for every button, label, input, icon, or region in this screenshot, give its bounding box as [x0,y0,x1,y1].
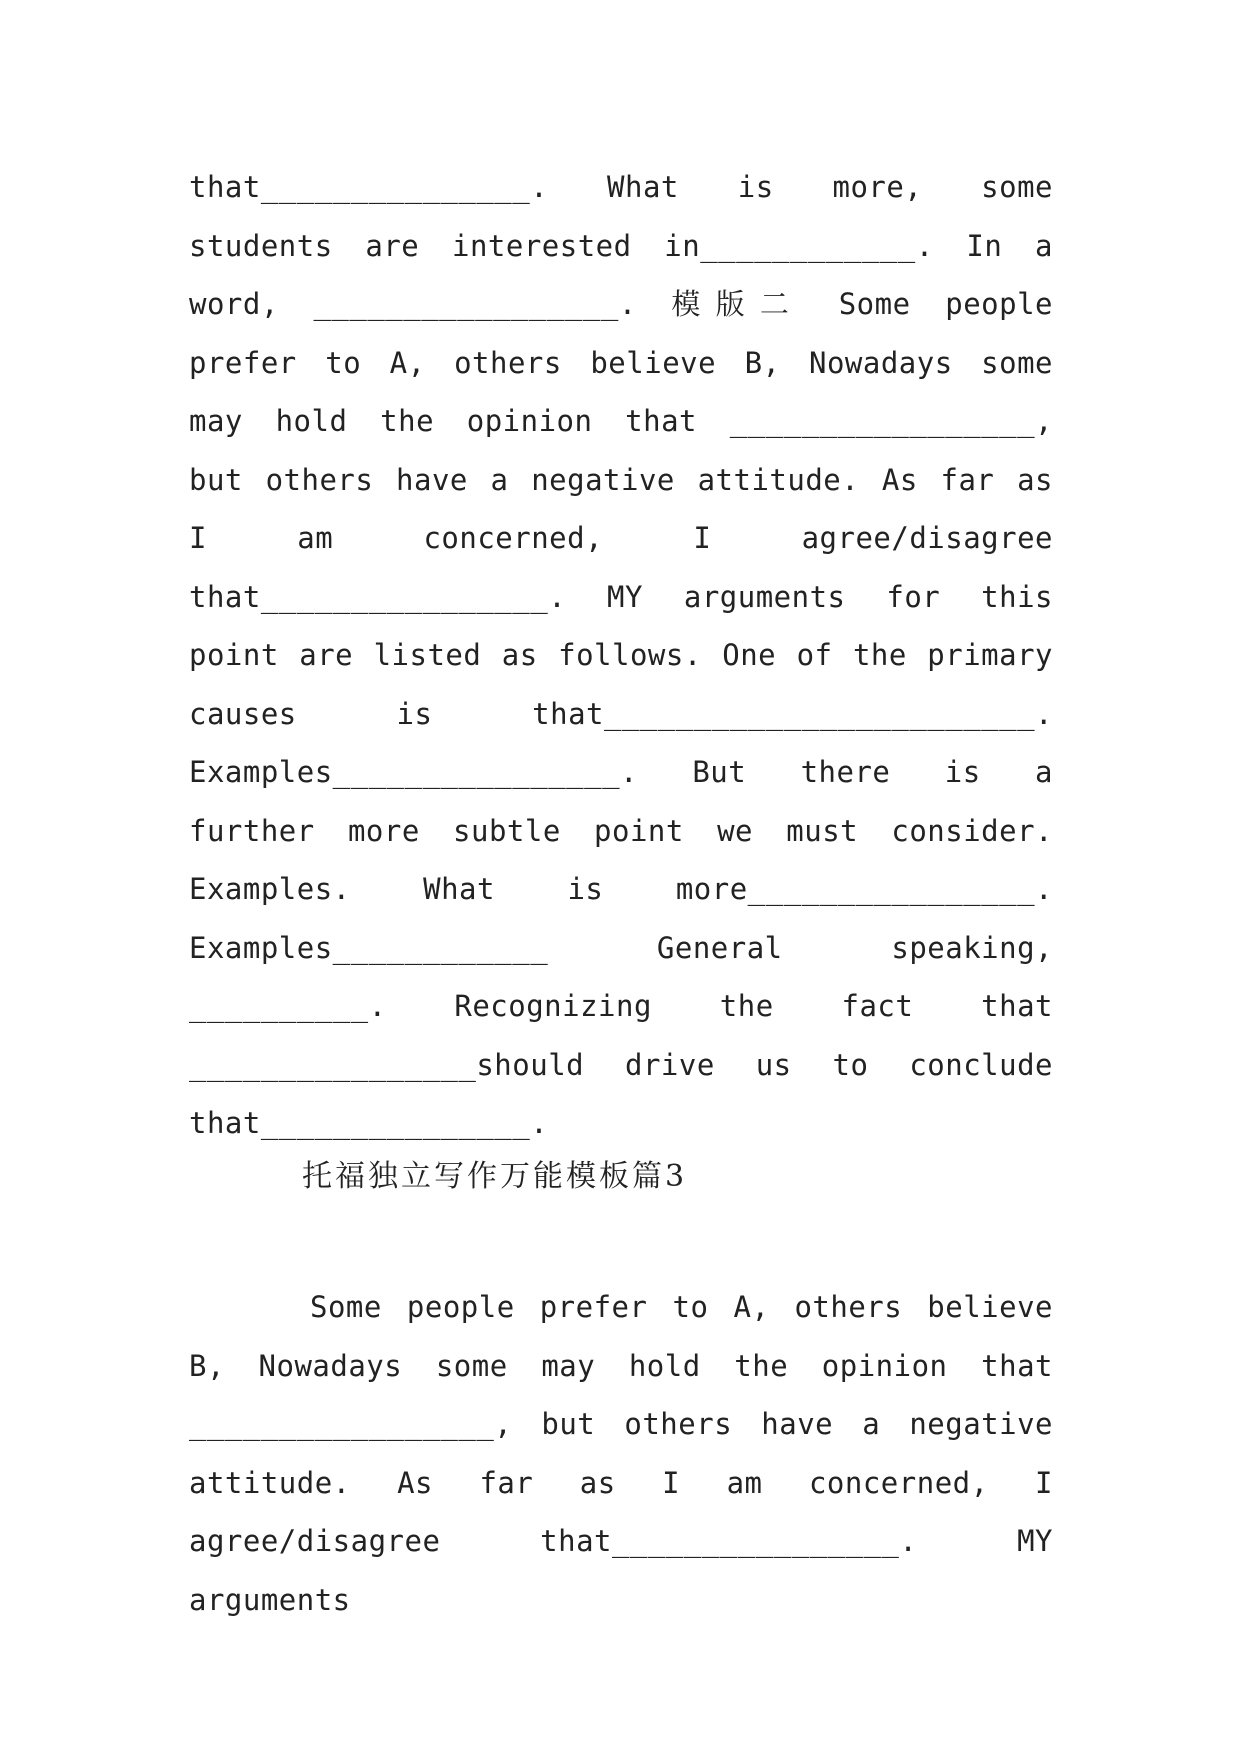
section-heading: 托福独立写作万能模板篇3 [302,1159,688,1194]
body-paragraph-template-three: Some people prefer to A, others believe B, Nowadays some may hold the opinion that _________________, but others have a negative attitude. As far as I am concerned, I agree/disagree that________________. MY arguments [189,1290,1053,1617]
body-paragraph-template-two: that_______________. What is more, some students are interested in____________. In a word, _________________. 模版二 Some people prefer to A, others believe B, Nowadays some may hold the opinion that _________________, but others have a negative attitude. As far as I am concerned, I agree/disagree that________________. MY arguments for this point are listed as follows. One of the primary causes is that________________________. Examples________________. But there is a further more subtle point we must consider. Examples. What is more________________. Examples____________ General speaking, __________. Recognizing the fact that ________________should drive us to conclude that_______________. [189,170,1053,1140]
